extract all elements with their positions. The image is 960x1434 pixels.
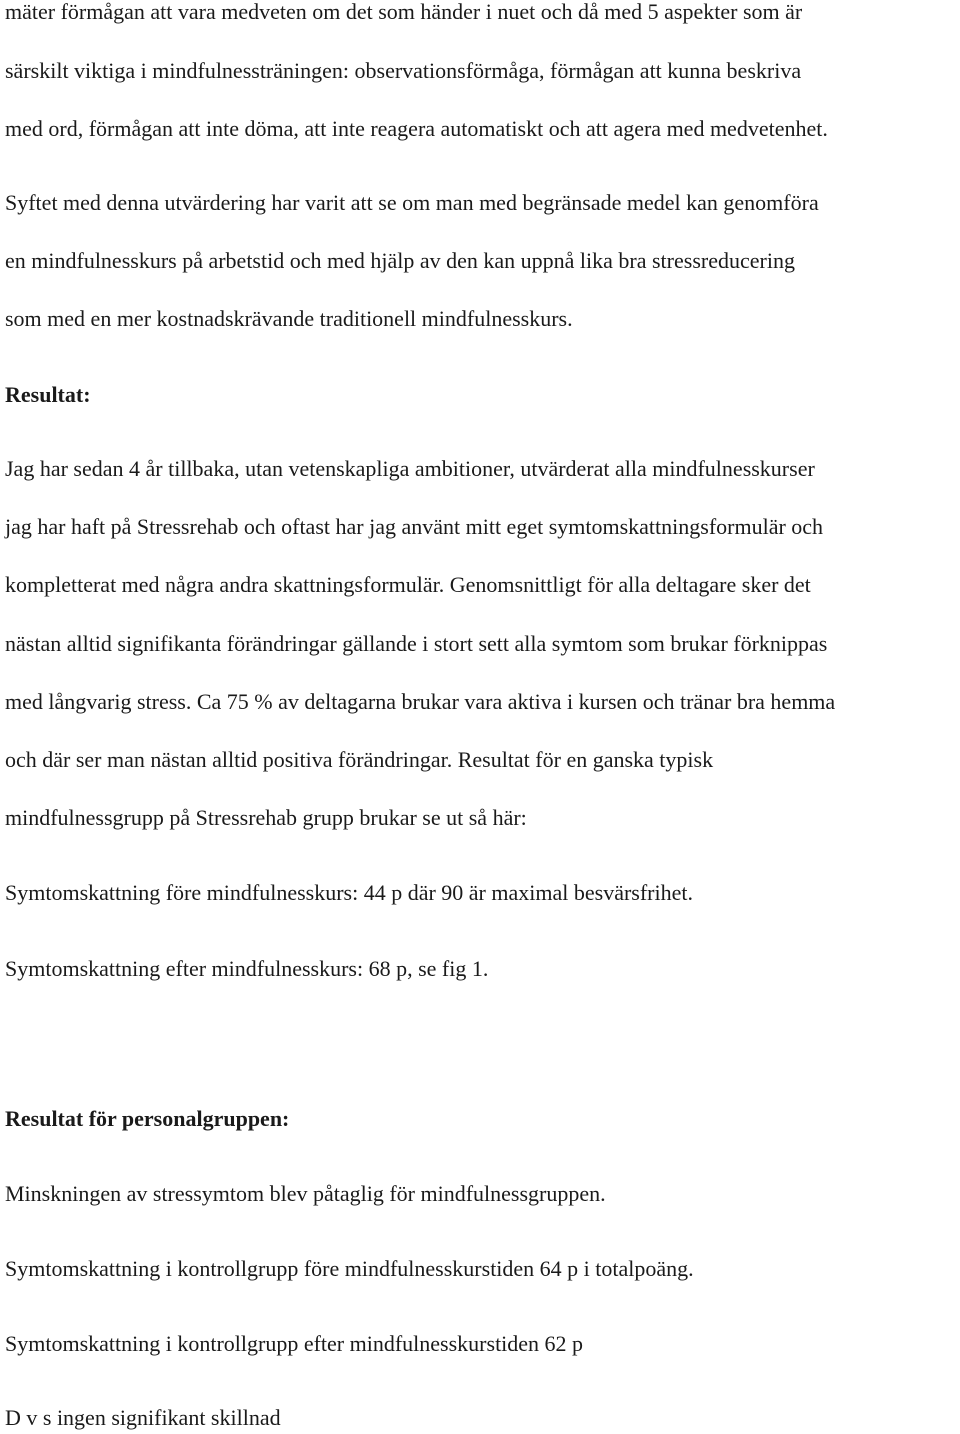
staff-reduction-text: Minskningen av stressymtom blev påtaglig för mindfulnessgruppen. bbox=[5, 1181, 606, 1206]
score-after: Symtomskattning efter mindfulnesskurs: 68 p, se fig 1. bbox=[5, 956, 489, 981]
control-after-text: Symtomskattning i kontrollgrupp efter mindfulnesskurstiden 62 p bbox=[5, 1331, 584, 1356]
results-line: kompletterat med några andra skattningsformulär. Genomsnittligt för alla deltagare sker det bbox=[5, 572, 811, 597]
conclusion-text: D v s ingen signifikant skillnad bbox=[5, 1405, 281, 1430]
intro-line: mäter förmågan att vara medveten om det som händer i nuet och då med 5 aspekter som är bbox=[5, 0, 803, 24]
staff-results-heading: Resultat för personalgruppen: bbox=[5, 1106, 290, 1131]
purpose-line: som med en mer kostnadskrävande traditionell mindfulnesskurs. bbox=[5, 306, 573, 331]
results-line: nästan alltid signifikanta förändringar gällande i stort sett alla symtom som brukar förknippas bbox=[5, 631, 828, 656]
results-heading: Resultat: bbox=[5, 382, 91, 407]
purpose-line: en mindfulnesskurs på arbetstid och med hjälp av den kan uppnå lika bra stressreducering bbox=[5, 248, 795, 273]
purpose-line: Syftet med denna utvärdering har varit att se om man med begränsade medel kan genomföra bbox=[5, 190, 819, 215]
score-before: Symtomskattning före mindfulnesskurs: 44 p där 90 är maximal besvärsfrihet. bbox=[5, 880, 693, 905]
control-before-text: Symtomskattning i kontrollgrupp före mindfulnesskurstiden 64 p i totalpoäng. bbox=[5, 1256, 694, 1281]
results-line: jag har haft på Stressrehab och oftast har jag använt mitt eget symtomskattningsformulär och bbox=[5, 514, 824, 539]
results-line: och där ser man nästan alltid positiva förändringar. Resultat för en ganska typisk bbox=[5, 747, 714, 772]
results-line: mindfulnessgrupp på Stressrehab grupp brukar se ut så här: bbox=[5, 805, 527, 830]
results-line: med långvarig stress. Ca 75 % av deltagarna brukar vara aktiva i kursen och tränar bra hemma bbox=[5, 689, 836, 714]
intro-line: med ord, förmågan att inte döma, att inte reagera automatiskt och att agera med medvetenhet. bbox=[5, 116, 828, 141]
intro-line: särskilt viktiga i mindfulnessträningen: observationsförmåga, förmågan att kunna beskriva bbox=[5, 58, 802, 83]
results-line: Jag har sedan 4 år tillbaka, utan vetenskapliga ambitioner, utvärderat alla mindfulnesskurser bbox=[5, 456, 815, 481]
